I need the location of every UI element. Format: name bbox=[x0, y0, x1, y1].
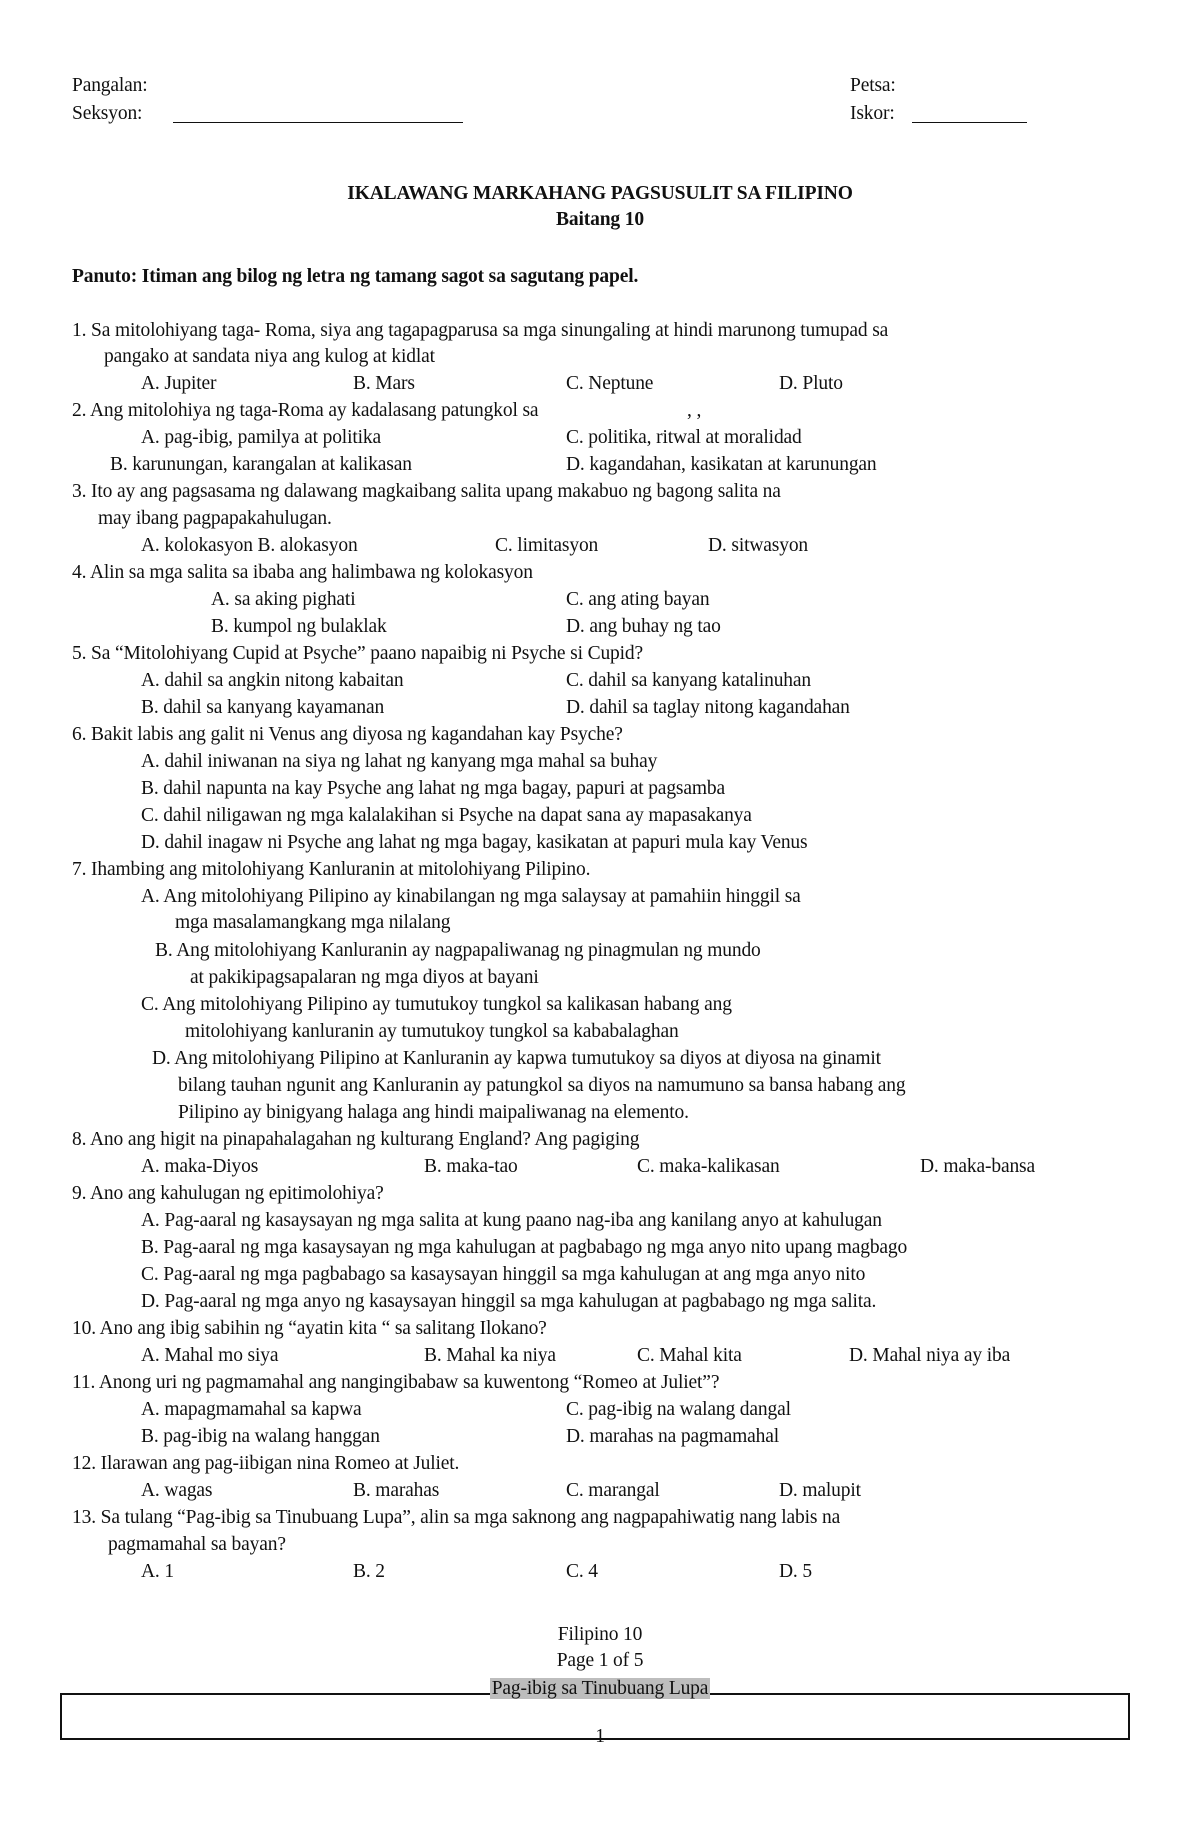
option-2a: A. pag-ibig, pamilya at politika bbox=[141, 427, 381, 448]
option-11c: C. pag-ibig na walang dangal bbox=[566, 1399, 791, 1420]
option-1a: A. Jupiter bbox=[141, 373, 217, 394]
option-7c: C. Ang mitolohiyang Pilipino ay tumutukoy tungkol sa kalikasan habang ang bbox=[141, 994, 732, 1015]
question-13-cont: pagmamahal sa bayan? bbox=[108, 1534, 286, 1555]
option-5c: C. dahil sa kanyang katalinuhan bbox=[566, 670, 811, 691]
option-6b: B. dahil napunta na kay Psyche ang lahat ng mga bagay, papuri at pagsamba bbox=[141, 778, 725, 799]
option-3c: C. limitasyon bbox=[495, 535, 599, 556]
option-9a: A. Pag-aaral ng kasaysayan ng mga salita at kung paano nag-iba ang kanilang anyo at kahulugan bbox=[141, 1210, 882, 1231]
option-4b: B. kumpol ng bulaklak bbox=[211, 616, 387, 637]
question-1: 1. Sa mitolohiyang taga- Roma, siya ang tagapagparusa sa mga sinungaling at hindi marunong tumupad sa bbox=[72, 320, 889, 341]
option-12a: A. wagas bbox=[141, 1480, 213, 1501]
question-5: 5. Sa “Mitolohiyang Cupid at Psyche” paano napaibig ni Psyche si Cupid? bbox=[72, 643, 644, 664]
option-8c: C. maka-kalikasan bbox=[637, 1156, 780, 1177]
option-4d: D. ang buhay ng tao bbox=[566, 616, 721, 637]
option-3d: D. sitwasyon bbox=[708, 535, 809, 556]
option-13b: B. 2 bbox=[353, 1561, 385, 1582]
option-12c: C. marangal bbox=[566, 1480, 660, 1501]
option-6c: C. dahil niligawan ng mga kalalakihan si Psyche na dapat sana ay mapasakanya bbox=[141, 805, 752, 826]
option-12d: D. malupit bbox=[779, 1480, 861, 1501]
question-1-cont: pangako at sandata niya ang kulog at kidlat bbox=[104, 346, 435, 367]
option-12b: B. marahas bbox=[353, 1480, 440, 1501]
option-7b: B. Ang mitolohiyang Kanluranin ay nagpapaliwanag ng pinagmulan ng mundo bbox=[155, 940, 761, 961]
section-label: Seksyon: bbox=[72, 103, 143, 124]
footer-subject: Filipino 10 bbox=[557, 1624, 643, 1645]
option-7a: A. Ang mitolohiyang Pilipino ay kinabilangan ng mga salaysay at pamahiin hinggil sa bbox=[141, 886, 801, 907]
question-2-commas: , , bbox=[687, 400, 702, 421]
option-11a: A. mapagmamahal sa kapwa bbox=[141, 1399, 362, 1420]
option-8b: B. maka-tao bbox=[424, 1156, 518, 1177]
option-10c: C. Mahal kita bbox=[637, 1345, 742, 1366]
option-9c: C. Pag-aaral ng mga pagbabago sa kasaysayan hinggil sa mga kahulugan at ang mga anyo nito bbox=[141, 1264, 866, 1285]
option-5a: A. dahil sa angkin nitong kabaitan bbox=[141, 670, 404, 691]
question-3-cont: may ibang pagpapakahulugan. bbox=[98, 508, 332, 529]
option-13a: A. 1 bbox=[141, 1561, 174, 1582]
question-11: 11. Anong uri ng pagmamahal ang nangingibabaw sa kuwentong “Romeo at Juliet”? bbox=[72, 1372, 720, 1393]
option-10a: A. Mahal mo siya bbox=[141, 1345, 279, 1366]
option-7d-cont1: bilang tauhan ngunit ang Kanluranin ay patungkol sa diyos na namumuno sa bansa habang ang bbox=[178, 1075, 906, 1096]
option-8a: A. maka-Diyos bbox=[141, 1156, 259, 1177]
question-12: 12. Ilarawan ang pag-iibigan nina Romeo at Juliet. bbox=[72, 1453, 460, 1474]
score-blank[interactable] bbox=[912, 122, 1027, 123]
option-13d: D. 5 bbox=[779, 1561, 812, 1582]
next-page-title-row bbox=[0, 1678, 1200, 1700]
option-8d: D. maka-bansa bbox=[920, 1156, 1036, 1177]
option-4a: A. sa aking pighati bbox=[211, 589, 356, 610]
option-6d: D. dahil inagaw ni Psyche ang lahat ng mga bagay, kasikatan at papuri mula kay Venus bbox=[141, 832, 808, 853]
page-number: 1 bbox=[595, 1726, 605, 1747]
question-10: 10. Ano ang ibig sabihin ng “ayatin kita “ sa salitang Ilokano? bbox=[72, 1318, 547, 1339]
question-2: 2. Ang mitolohiya ng taga-Roma ay kadalasang patungkol sa bbox=[72, 400, 539, 421]
next-page-title: Pag-ibig sa Tinubuang Lupa bbox=[491, 1678, 709, 1699]
option-10b: B. Mahal ka niya bbox=[424, 1345, 556, 1366]
grade-level: Baitang 10 bbox=[556, 209, 644, 230]
question-3: 3. Ito ay ang pagsasama ng dalawang magkaibang salita upang makabuo ng bagong salita na bbox=[72, 481, 781, 502]
option-7d: D. Ang mitolohiyang Pilipino at Kanluranin ay kapwa tumutukoy sa diyos at diyosa na ginamit bbox=[152, 1048, 881, 1069]
option-1d: D. Pluto bbox=[779, 373, 843, 394]
option-2d: D. kagandahan, kasikatan at karunungan bbox=[566, 454, 877, 475]
option-5b: B. dahil sa kanyang kayamanan bbox=[141, 697, 385, 718]
footer-page: Page 1 of 5 bbox=[556, 1650, 644, 1671]
question-9: 9. Ano ang kahulugan ng epitimolohiya? bbox=[72, 1183, 384, 1204]
option-4c: C. ang ating bayan bbox=[566, 589, 710, 610]
option-9b: B. Pag-aaral ng mga kasaysayan ng mga kahulugan at pagbabago ng mga anyo nito upang magbago bbox=[141, 1237, 908, 1258]
option-2c: C. politika, ritwal at moralidad bbox=[566, 427, 802, 448]
option-2b: B. karunungan, karangalan at kalikasan bbox=[110, 454, 412, 475]
option-7c-cont: mitolohiyang kanluranin ay tumutukoy tungkol sa kababalaghan bbox=[185, 1021, 679, 1042]
date-label: Petsa: bbox=[850, 75, 896, 96]
section-blank[interactable] bbox=[173, 122, 463, 123]
option-7b-cont: at pakikipagsapalaran ng mga diyos at bayani bbox=[190, 967, 539, 988]
name-label: Pangalan: bbox=[72, 75, 148, 96]
option-3ab: A. kolokasyon B. alokasyon bbox=[141, 535, 358, 556]
question-8: 8. Ano ang higit na pinapahalagahan ng kulturang England? Ang pagiging bbox=[72, 1129, 640, 1150]
option-7d-cont2: Pilipino ay binigyang halaga ang hindi maipaliwanag na elemento. bbox=[178, 1102, 689, 1123]
instruction: Panuto: Itiman ang bilog ng letra ng tamang sagot sa sagutang papel. bbox=[72, 266, 639, 287]
score-label: Iskor: bbox=[850, 103, 895, 124]
option-7a-cont: mga masalamangkang mga nilalang bbox=[175, 912, 451, 933]
option-10d: D. Mahal niya ay iba bbox=[849, 1345, 1011, 1366]
option-11d: D. marahas na pagmamahal bbox=[566, 1426, 779, 1447]
question-7: 7. Ihambing ang mitolohiyang Kanluranin at mitolohiyang Pilipino. bbox=[72, 859, 591, 880]
option-13c: C. 4 bbox=[566, 1561, 598, 1582]
question-4: 4. Alin sa mga salita sa ibaba ang halimbawa ng kolokasyon bbox=[72, 562, 533, 583]
question-6: 6. Bakit labis ang galit ni Venus ang diyosa ng kagandahan kay Psyche? bbox=[72, 724, 623, 745]
exam-title: IKALAWANG MARKAHANG PAGSUSULIT SA FILIPINO bbox=[347, 183, 853, 204]
question-13: 13. Sa tulang “Pag-ibig sa Tinubuang Lupa”, alin sa mga saknong ang nagpapahiwatig nang labis na bbox=[72, 1507, 841, 1528]
option-9d: D. Pag-aaral ng mga anyo ng kasaysayan hinggil sa mga kahulugan at pagbabago ng mga salita. bbox=[141, 1291, 877, 1312]
option-11b: B. pag-ibig na walang hanggan bbox=[141, 1426, 380, 1447]
option-1c: C. Neptune bbox=[566, 373, 654, 394]
option-1b: B. Mars bbox=[353, 373, 415, 394]
option-6a: A. dahil iniwanan na siya ng lahat ng kanyang mga mahal sa buhay bbox=[141, 751, 658, 772]
option-5d: D. dahil sa taglay nitong kagandahan bbox=[566, 697, 850, 718]
